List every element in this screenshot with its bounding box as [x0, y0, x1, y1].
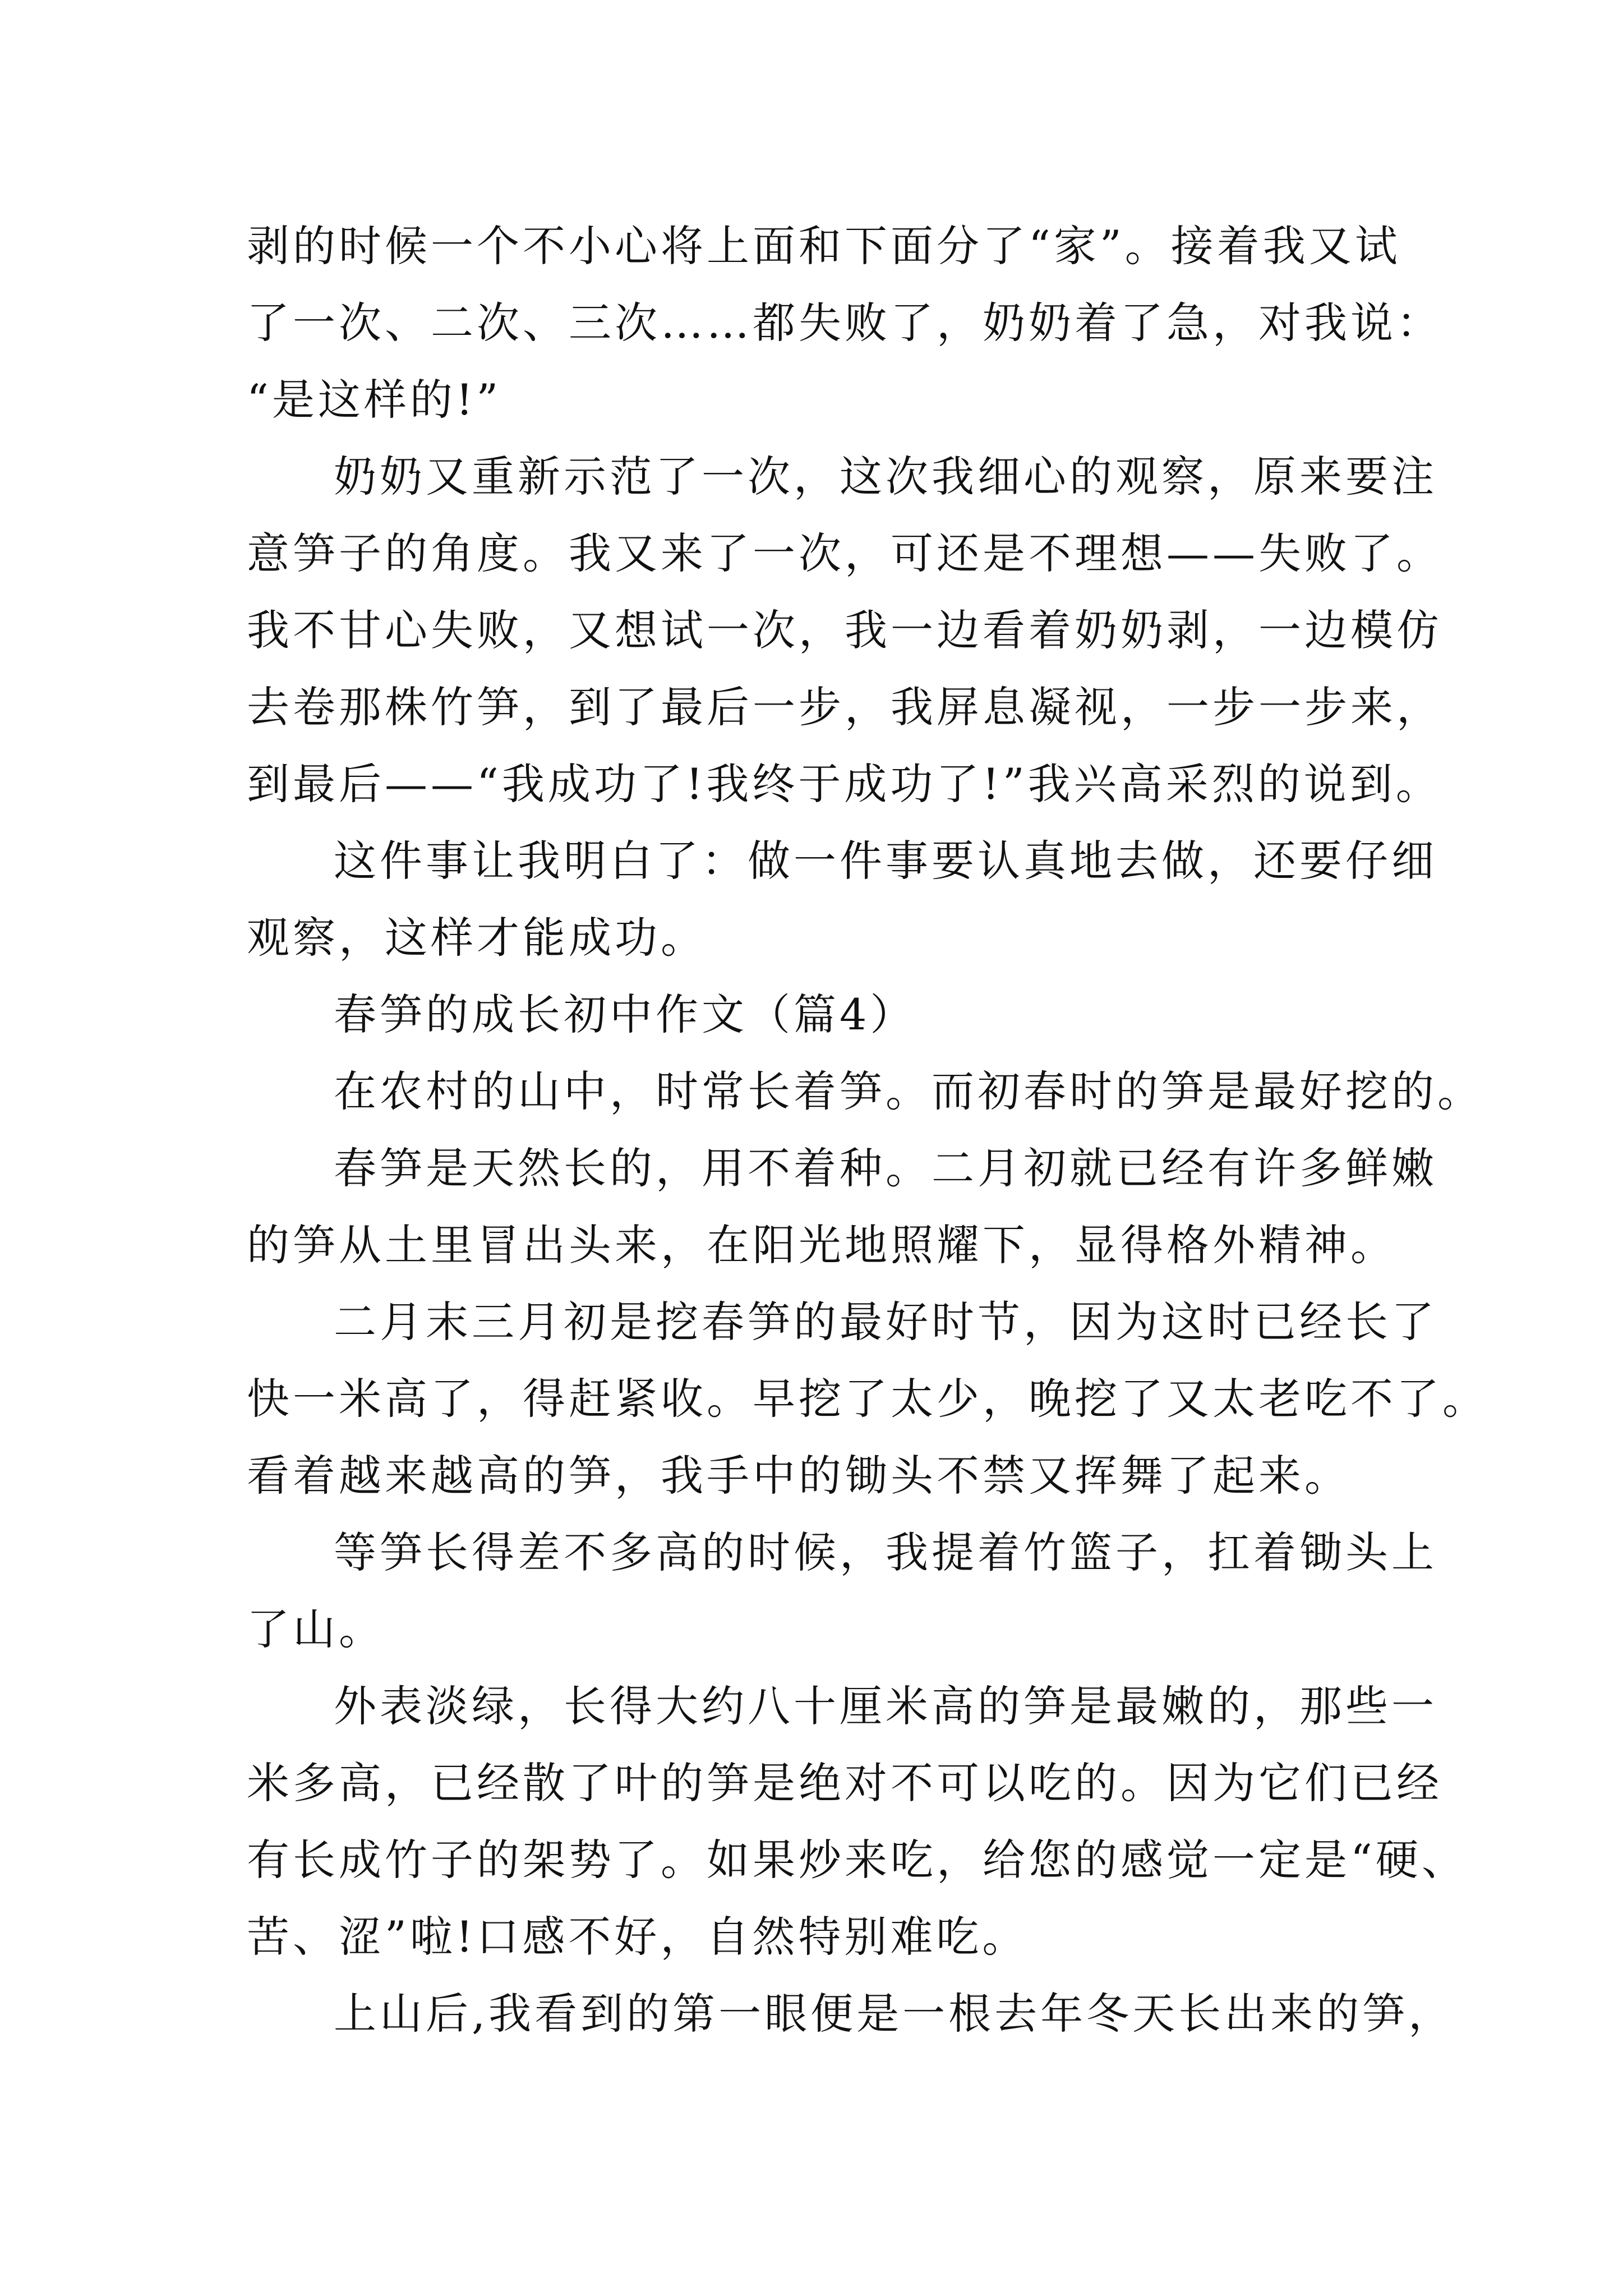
text-line: “是这样的!”	[247, 375, 502, 425]
text-line: 了山。	[247, 1604, 385, 1654]
text-line: 观察，这样才能成功。	[247, 913, 707, 963]
text-line: 看着越来越高的笋，我手中的锄头不禁又挥舞了起来。	[247, 1451, 1350, 1501]
text-line: 有长成竹子的架势了。如果炒来吃，给您的感觉一定是“硬、	[247, 1835, 1468, 1885]
body-text	[247, 208, 1488, 2052]
paragraph-start-line: 这件事让我明白了：做一件事要认真地去做，还要仔细	[334, 836, 1437, 886]
paragraph-start-line: 等笋长得差不多高的时候，我提着竹篮子，扛着锄头上	[334, 1527, 1437, 1577]
text-line: 快一米高了，得赶紧收。早挖了太少，晚挖了又太老吃不了。	[247, 1374, 1488, 1424]
text-line: 到最后——“我成功了!我终于成功了!”我兴高采烈的说到。	[247, 759, 1442, 809]
section-heading: 春笋的成长初中作文（篇4）	[334, 990, 916, 1039]
paragraph-start-line: 春笋是天然长的，用不着种。二月初就已经有许多鲜嫩	[334, 1143, 1437, 1193]
text-line: 了一次、二次、三次……都失败了，奶奶着了急，对我说：	[247, 298, 1442, 348]
text-line: 的笋从土里冒出头来，在阳光地照耀下，显得格外精神。	[247, 1220, 1396, 1270]
text-line: 我不甘心失败，又想试一次，我一边看着奶奶剥，一边模仿	[247, 605, 1442, 655]
paragraph-start-line: 奶奶又重新示范了一次，这次我细心的观察，原来要注	[334, 452, 1437, 501]
text-line: 剥的时候一个不小心将上面和下面分了“家”。接着我又试	[247, 221, 1401, 271]
text-line: 苦、涩”啦!口感不好，自然特别难吃。	[247, 1912, 1029, 1962]
paragraph-start-line: 在农村的山中，时常长着笋。而初春时的笋是最好挖的。	[334, 1066, 1483, 1116]
text-line: 意笋子的角度。我又来了一次，可还是不理想——失败了。	[247, 528, 1442, 578]
paragraph-start-line: 二月末三月初是挖春笋的最好时节，因为这时已经长了	[334, 1297, 1437, 1347]
text-line: 米多高，已经散了叶的笋是绝对不可以吃的。因为它们已经	[247, 1758, 1442, 1808]
paragraph-start-line: 外表淡绿，长得大约八十厘米高的笋是最嫩的，那些一	[334, 1681, 1437, 1731]
paragraph-start-line: 上山后,我看到的第一眼便是一根去年冬天长出来的笋，	[334, 1989, 1455, 2039]
text-line: 去卷那株竹笋，到了最后一步，我屏息凝视，一步一步来，	[247, 682, 1442, 732]
